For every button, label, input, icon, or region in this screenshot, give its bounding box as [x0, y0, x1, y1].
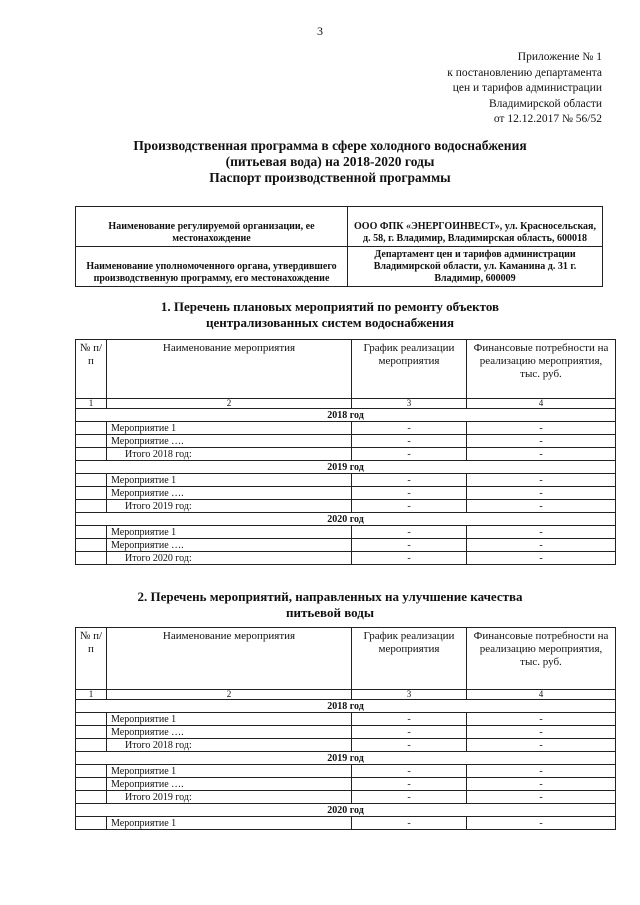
schedule-cell: -	[352, 817, 467, 830]
schedule-cell: -	[352, 713, 467, 726]
total-label: Итого 2018 год:	[107, 448, 352, 461]
header-number: № п/п	[76, 628, 107, 690]
schedule-cell: -	[352, 739, 467, 752]
financing-cell: -	[467, 713, 616, 726]
year-label: 2019 год	[76, 461, 616, 474]
financing-cell: -	[467, 526, 616, 539]
section1-table	[75, 339, 616, 565]
schedule-cell: -	[352, 474, 467, 487]
year-row	[76, 461, 616, 474]
event-name: Мероприятие ….	[107, 435, 352, 448]
event-name: Мероприятие 1	[107, 474, 352, 487]
schedule-cell: -	[352, 552, 467, 565]
event-name: Мероприятие 1	[107, 817, 352, 830]
passport-label: Наименование уполномоченного органа, утвердившего производственную программу, его местонахождение	[76, 247, 348, 287]
financing-cell: -	[467, 791, 616, 804]
total-label: Итого 2019 год:	[107, 791, 352, 804]
event-name: Мероприятие ….	[107, 487, 352, 500]
schedule-cell: -	[352, 526, 467, 539]
total-label: Итого 2018 год:	[107, 739, 352, 752]
year-row	[76, 804, 616, 817]
year-row	[76, 513, 616, 526]
event-name: Мероприятие ….	[107, 778, 352, 791]
column-number: 1	[76, 399, 107, 409]
passport-table	[75, 206, 603, 287]
document-title	[60, 138, 600, 186]
section2-title	[60, 589, 600, 620]
total-row	[76, 448, 616, 461]
title-line: Паспорт производственной программы	[209, 170, 451, 185]
table-row	[76, 422, 616, 435]
total-row	[76, 500, 616, 513]
year-label: 2018 год	[76, 700, 616, 713]
schedule-cell: -	[352, 778, 467, 791]
financing-cell: -	[467, 422, 616, 435]
table-row	[76, 474, 616, 487]
schedule-cell: -	[352, 422, 467, 435]
section1-title	[60, 299, 600, 330]
financing-cell: -	[467, 539, 616, 552]
year-label: 2019 год	[76, 752, 616, 765]
financing-cell: -	[467, 435, 616, 448]
appendix-line: к постановлению департамента	[447, 66, 602, 79]
appendix-block	[447, 50, 602, 128]
column-number: 1	[76, 690, 107, 700]
year-row	[76, 752, 616, 765]
financing-cell: -	[467, 739, 616, 752]
financing-cell: -	[467, 817, 616, 830]
header-number: № п/п	[76, 340, 107, 399]
event-name: Мероприятие ….	[107, 726, 352, 739]
appendix-line: Приложение № 1	[517, 51, 602, 63]
total-row	[76, 791, 616, 804]
financing-cell: -	[467, 726, 616, 739]
column-number: 4	[467, 690, 616, 700]
table-row	[76, 713, 616, 726]
schedule-cell: -	[352, 726, 467, 739]
schedule-cell: -	[352, 448, 467, 461]
table-row	[76, 765, 616, 778]
year-row	[76, 700, 616, 713]
schedule-cell: -	[352, 487, 467, 500]
header-financing: Финансовые потребности на реализацию мероприятия, тыс. руб.	[467, 340, 616, 399]
section2-table	[75, 627, 616, 830]
year-row	[76, 409, 616, 422]
schedule-cell: -	[352, 539, 467, 552]
appendix-line: цен и тарифов администрации	[452, 82, 602, 94]
appendix-line: Владимирской области	[488, 97, 602, 110]
page-number: 3	[317, 24, 323, 38]
table-row	[76, 487, 616, 500]
column-number: 3	[352, 399, 467, 409]
schedule-cell: -	[352, 435, 467, 448]
year-label: 2018 год	[76, 409, 616, 422]
appendix-line: от 12.12.2017 № 56/52	[493, 113, 602, 125]
passport-label: Наименование регулируемой организации, ее местонахождение	[76, 207, 348, 247]
year-label: 2020 год	[76, 804, 616, 817]
event-name: Мероприятие 1	[107, 765, 352, 778]
passport-value: Департамент цен и тарифов администрации Владимирской области, ул. Каманина д. 31 г. Владимир, 600009	[348, 247, 603, 287]
total-row	[76, 552, 616, 565]
event-name: Мероприятие 1	[107, 526, 352, 539]
section1-title-line: 1. Перечень плановых мероприятий по ремонту объектов	[160, 299, 500, 314]
passport-row	[76, 207, 603, 247]
financing-cell: -	[467, 765, 616, 778]
total-row	[76, 739, 616, 752]
column-number-row	[76, 399, 616, 409]
column-number-row	[76, 690, 616, 700]
table-row	[76, 778, 616, 791]
table-row	[76, 817, 616, 830]
event-name: Мероприятие ….	[107, 539, 352, 552]
column-number: 3	[352, 690, 467, 700]
header-event-name: Наименование мероприятия	[107, 340, 352, 399]
column-number: 4	[467, 399, 616, 409]
title-line: (питьевая вода) на 2018-2020 годы	[225, 154, 435, 169]
table-header-row	[76, 628, 616, 690]
passport-value: ООО ФПК «ЭНЕРГОИНВЕСТ», ул. Красносельская, д. 58, г. Владимир, Владимирская область, 600018	[348, 207, 603, 247]
passport-row	[76, 247, 603, 287]
table-row	[76, 526, 616, 539]
financing-cell: -	[467, 487, 616, 500]
event-name: Мероприятие 1	[107, 713, 352, 726]
column-number: 2	[107, 399, 352, 409]
financing-cell: -	[467, 778, 616, 791]
year-label: 2020 год	[76, 513, 616, 526]
financing-cell: -	[467, 500, 616, 513]
schedule-cell: -	[352, 500, 467, 513]
header-event-name: Наименование мероприятия	[107, 628, 352, 690]
total-label: Итого 2020 год:	[107, 552, 352, 565]
header-schedule: График реализации мероприятия	[352, 340, 467, 399]
schedule-cell: -	[352, 765, 467, 778]
section2-title-line: питьевой воды	[286, 604, 374, 620]
header-financing: Финансовые потребности на реализацию мероприятия, тыс. руб.	[467, 628, 616, 690]
schedule-cell: -	[352, 791, 467, 804]
financing-cell: -	[467, 448, 616, 461]
total-label: Итого 2019 год:	[107, 500, 352, 513]
column-number: 2	[107, 690, 352, 700]
financing-cell: -	[467, 474, 616, 487]
table-row	[76, 539, 616, 552]
section2-title-line: 2. Перечень мероприятий, направленных на улучшение качества	[137, 589, 523, 604]
financing-cell: -	[467, 552, 616, 565]
event-name: Мероприятие 1	[107, 422, 352, 435]
table-row	[76, 435, 616, 448]
header-schedule: График реализации мероприятия	[352, 628, 467, 690]
table-header-row	[76, 340, 616, 399]
table-row	[76, 726, 616, 739]
title-line: Производственная программа в сфере холодного водоснабжения	[133, 138, 527, 153]
section1-title-line: централизованных систем водоснабжения	[205, 314, 455, 330]
